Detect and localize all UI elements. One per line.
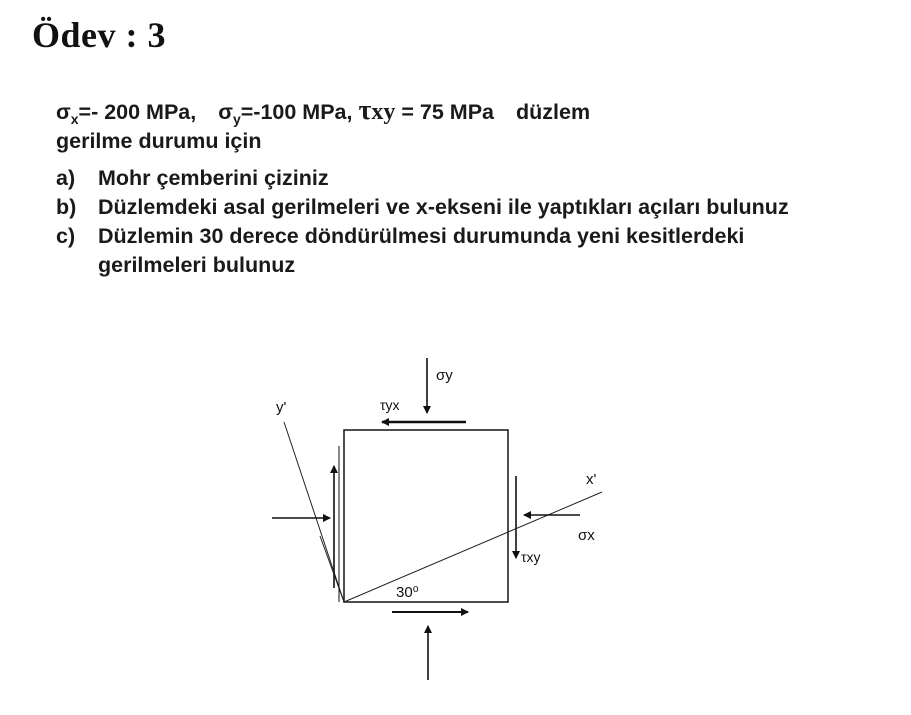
rotated-face-line — [320, 536, 344, 602]
sigma-x-label: σx — [578, 527, 595, 544]
tau-yx-label: τyx — [380, 397, 400, 413]
given-values — [56, 96, 856, 127]
x-prime-label: x' — [586, 471, 597, 488]
angle-label: 30⁰ — [396, 584, 419, 601]
question-item-c — [56, 222, 856, 280]
tau-xy-given: τxy = 75 MPa — [358, 95, 494, 126]
question-mark: a) — [56, 166, 76, 190]
question-mark: c) — [56, 224, 76, 248]
problem-statement — [56, 96, 856, 280]
assignment-title: Ödev : 3 — [32, 15, 166, 55]
sigma-y-given: $\sigma_y=-100$ MPa, — [218, 100, 353, 127]
question-mark: b) — [56, 195, 77, 219]
stress-element-square — [344, 430, 508, 602]
question-text: Mohr çemberini çiziniz — [98, 166, 329, 190]
given-suffix: düzlem — [516, 100, 591, 124]
rotated-x-axis — [344, 492, 602, 602]
stress-element-diagram — [240, 350, 640, 690]
question-text: Düzlemdeki asal gerilmeleri ve x-ekseni ile yaptıkları açıları bulunuz — [98, 195, 789, 219]
question-item-b — [56, 193, 856, 222]
tau-xy-label: τxy — [521, 549, 541, 565]
question-list — [56, 164, 856, 280]
rotated-y-axis — [284, 422, 344, 602]
question-item-a — [56, 164, 856, 193]
question-text: Düzlemin 30 derece döndürülmesi durumunda yeni kesitlerdeki gerilmeleri bulunuz — [98, 224, 745, 277]
y-prime-label: y' — [276, 399, 287, 416]
sigma-x-given: $\sigma_x=-$ 200 MPa, — [56, 100, 197, 127]
sigma-y-label: σy — [436, 367, 453, 384]
given-line-2: gerilme durumu için — [56, 129, 262, 153]
